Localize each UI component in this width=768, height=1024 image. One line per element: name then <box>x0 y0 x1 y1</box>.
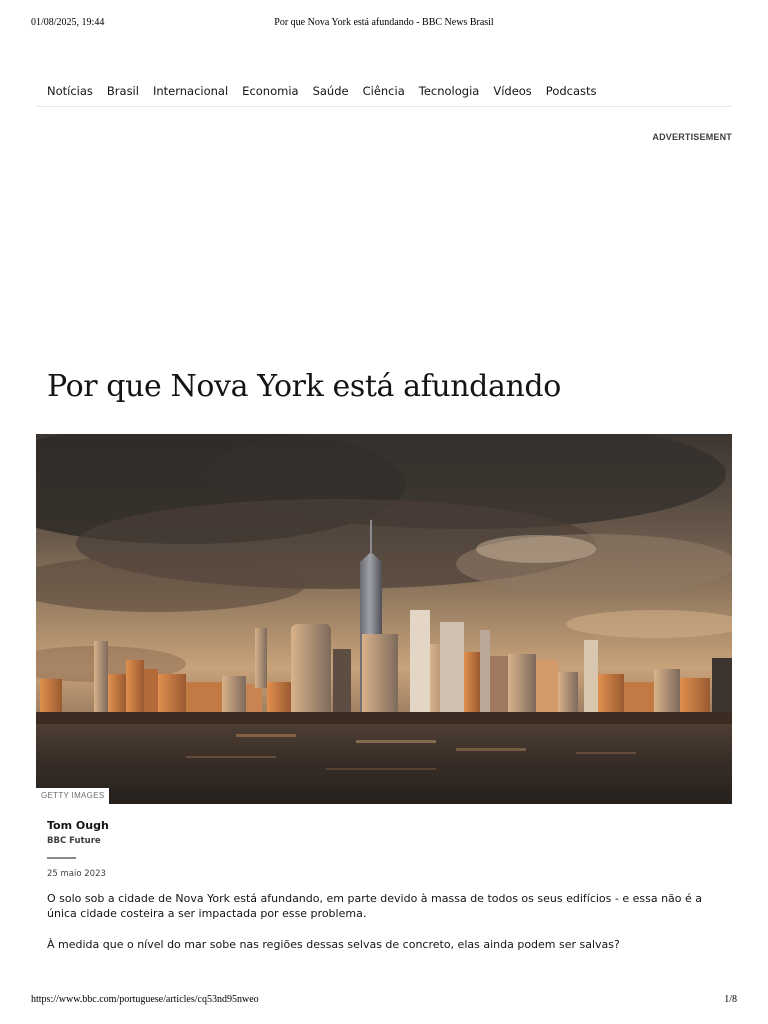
print-url: https://www.bbc.com/portuguese/articles/cq53nd95nweo <box>31 994 259 1005</box>
print-footer <box>31 994 737 1008</box>
author-organization: BBC Future <box>47 836 101 846</box>
byline-divider <box>47 857 76 859</box>
nav-item-internacional[interactable]: Internacional <box>152 84 229 98</box>
article-paragraph: À medida que o nível do mar sobe nas regiões dessas selvas de concreto, elas ainda podem ser salvas? <box>47 938 620 951</box>
nav-item-tecnologia[interactable]: Tecnologia <box>418 84 480 98</box>
nav-item-saude[interactable]: Saúde <box>312 84 349 98</box>
publish-date: 25 maio 2023 <box>47 869 106 879</box>
nav-item-noticias[interactable]: Notícias <box>47 84 93 98</box>
print-page-number: 1/8 <box>724 994 737 1005</box>
nav-item-brasil[interactable]: Brasil <box>106 84 139 98</box>
nav-item-economia[interactable]: Economia <box>242 84 299 98</box>
article-headline: Por que Nova York está afundando <box>47 369 561 404</box>
article-paragraph: O solo sob a cidade de Nova York está afundando, em parte devido à massa de todos os seus edifícios - e essa não é a única cidade costeira a ser impactada por esse problema. <box>47 892 703 920</box>
nav-item-ciencia[interactable]: Ciência <box>362 84 405 98</box>
nav-item-podcasts[interactable]: Podcasts <box>545 84 597 98</box>
image-credit: GETTY IMAGES <box>36 788 109 804</box>
advertisement-label: ADVERTISEMENT <box>652 132 732 142</box>
print-datetime: 01/08/2025, 19:44 <box>31 17 105 28</box>
top-navigation <box>36 80 732 107</box>
hero-image <box>36 434 732 804</box>
article-author: Tom Ough <box>47 819 109 832</box>
print-page-title: Por que Nova York está afundando - BBC News Brasil <box>274 17 494 28</box>
print-header <box>31 17 737 31</box>
nav-item-videos[interactable]: Vídeos <box>493 84 532 98</box>
